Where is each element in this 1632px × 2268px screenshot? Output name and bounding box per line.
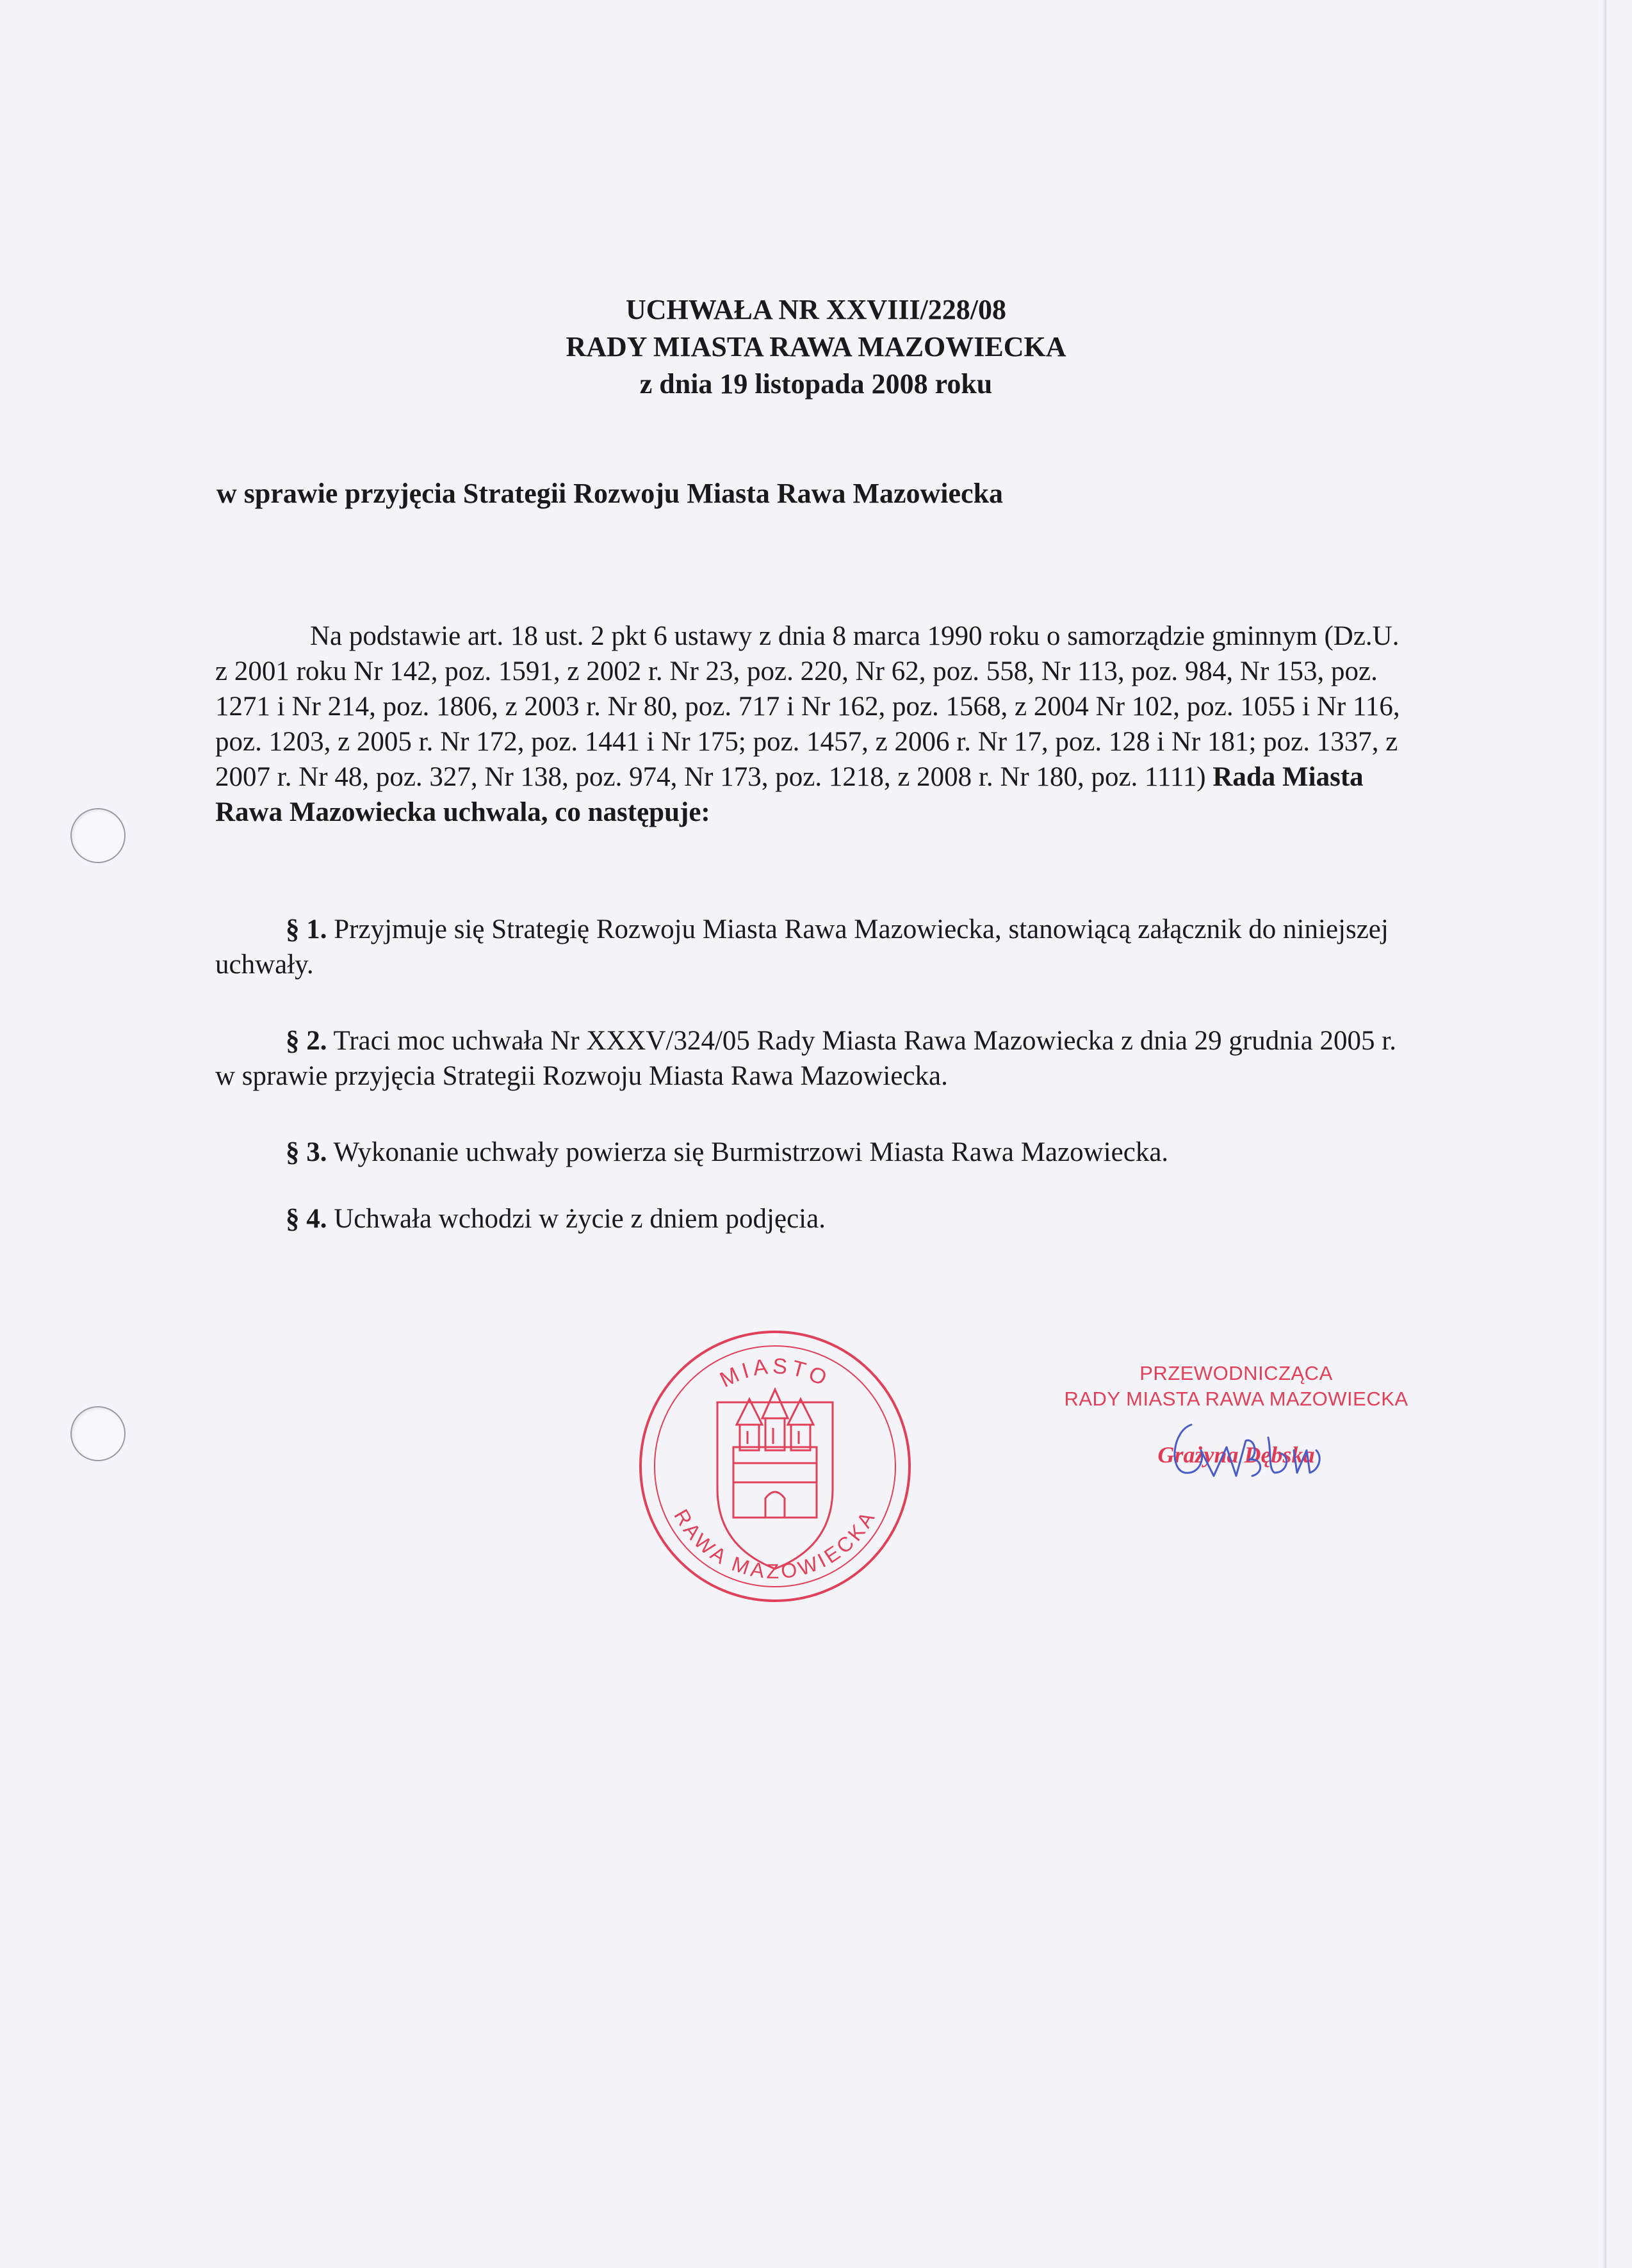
issuing-body: RADY MIASTA RAWA MAZOWIECKA <box>566 331 1066 362</box>
handwritten-signature <box>1166 1412 1332 1489</box>
resolution-header <box>0 291 1632 403</box>
section-1 <box>215 912 1400 982</box>
section-text: Przyjmuje się Strategię Rozwoju Miasta Rawa Mazowiecka, stanowiącą załącznik do niniejszej uchwały. <box>215 914 1389 980</box>
section-mark: § 1. <box>286 914 327 944</box>
section-mark: § 2. <box>286 1026 327 1056</box>
coat-of-arms-icon <box>717 1389 833 1569</box>
resolution-number: UCHWAŁA NR XXVIII/228/08 <box>625 294 1007 325</box>
section-4 <box>215 1201 1400 1236</box>
section-text: Wykonanie uchwały powierza się Burmistrzowi Miasta Rawa Mazowiecka. <box>327 1137 1169 1167</box>
section-2 <box>215 1023 1400 1094</box>
section-text: Uchwała wchodzi w życie z dniem podjęcia. <box>327 1204 826 1234</box>
signatory-name: Grażyna Dębska <box>1157 1442 1315 1468</box>
legal-basis-text: Na podstawie art. 18 ust. 2 pkt 6 ustawy z dnia 8 marca 1990 roku o samorządzie gminnym (Dz.U. z 2001 roku Nr 142, poz. 1591, z 2002 r. Nr 23, poz. 220, Nr 62, poz. 558, Nr 113, poz. 984, Nr 153, poz. 1271 i Nr 214, poz. 1806, z 2003 r. Nr 80, poz. 717 i Nr 162, poz. 1568, z 2004 Nr 102, poz. 1055 i Nr 116, poz. 1203, z 2005 r. Nr 172, poz. 1441 i Nr 175; poz. 1457, z 2006 r. Nr 17, poz. 128 i Nr 181; poz. 1337, z 2007 r. Nr 48, poz. 327, Nr 138, poz. 974, Nr 173, poz. 1218, z 2008 r. Nr 180, poz. 1111) <box>215 621 1400 792</box>
city-seal-stamp <box>637 1329 913 1604</box>
resolution-date: z dnia 19 listopada 2008 roku <box>639 368 993 400</box>
council-resolves: Rada Miasta Rawa Mazowiecka uchwala, co następuje: <box>215 762 1364 827</box>
stamp-bottom-text: RAWA MAZOWIECKA <box>669 1505 881 1584</box>
section-mark: § 4. <box>286 1204 327 1234</box>
resolution-subject: w sprawie przyjęcia Strategii Rozwoju Miasta Rawa Mazowiecka <box>216 478 1004 509</box>
section-text: Traci moc uchwała Nr XXXV/324/05 Rady Miasta Rawa Mazowiecka z dnia 29 grudnia 2005 r. w sprawie przyjęcia Strategii Rozwoju Miasta Rawa Mazowiecka. <box>215 1026 1396 1091</box>
punch-hole <box>70 1406 126 1461</box>
section-3 <box>215 1135 1400 1170</box>
punch-hole <box>70 808 126 863</box>
section-mark: § 3. <box>286 1137 327 1167</box>
stamp-top-text: MIASTO <box>715 1354 835 1393</box>
legal-basis <box>215 619 1400 830</box>
svg-text:MIASTO <box>716 1354 834 1392</box>
signature-title-body: RADY MIASTA RAWA MAZOWIECKA <box>1064 1388 1408 1410</box>
signature-title: PRZEWODNICZĄCA <box>1139 1362 1333 1384</box>
